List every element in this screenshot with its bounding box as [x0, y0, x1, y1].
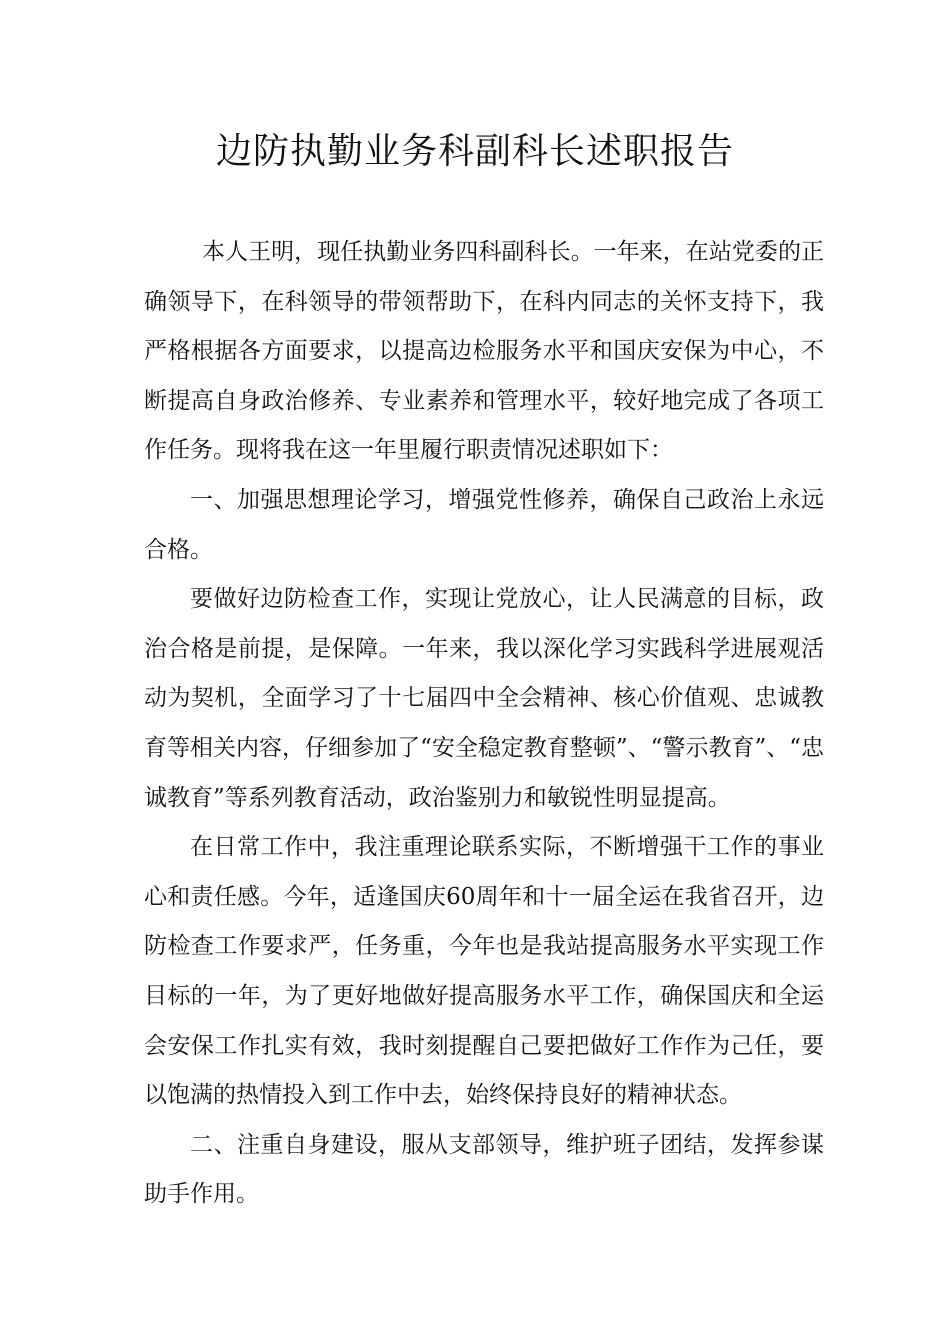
section-heading-1: 一、加强思想理论学习，增强党性修养，确保自己政治上永远合格。	[144, 486, 824, 563]
paragraph-daily-work: 在日常工作中，我注重理论联系实际，不断增强干工作的事业心和责任感。今年，适逢国庆60周年和十一届全运在我省召开，边防检查工作要求严，任务重，今年也是我站提高服务水平实现工作目标的一年，为了更好地做好提高服务水平工作，确保国庆和全运会安保工作扎实有效，我时刻提醒自己要把做好工作作为己任，要以饱满的热情投入到工作中去，始终保持良好的精神状态。	[144, 834, 824, 1109]
document-body	[144, 228, 824, 1220]
paragraph-political-study: 要做好边防检查工作，实现让党放心，让人民满意的目标，政治合格是前提，是保障。一年来，我以深化学习实践科学进展观活动为契机，全面学习了十七届四中全会精神、核心价值观、忠诚教育等相关内容，仔细参加了“安全稳定教育整顿”、“警示教育”、“忠诚教育”等系列教育活动，政治鉴别力和敏锐性明显提高。	[144, 586, 824, 811]
document-title: 边防执勤业务科副科长述职报告	[215, 131, 734, 172]
paragraph-intro: 本人王明，现任执勤业务四科副科长。一年来，在站党委的正确领导下，在科领导的带领帮助下，在科内同志的关怀支持下，我严格根据各方面要求，以提高边检服务水平和国庆安保为中心，不断提高自身政治修养、专业素养和管理水平，较好地完成了各项工作任务。现将我在这一年里履行职责情况述职如下：	[144, 239, 824, 464]
section-heading-2: 二、注重自身建设，服从支部领导，维护班子团结，发挥参谋助手作用。	[144, 1131, 824, 1208]
